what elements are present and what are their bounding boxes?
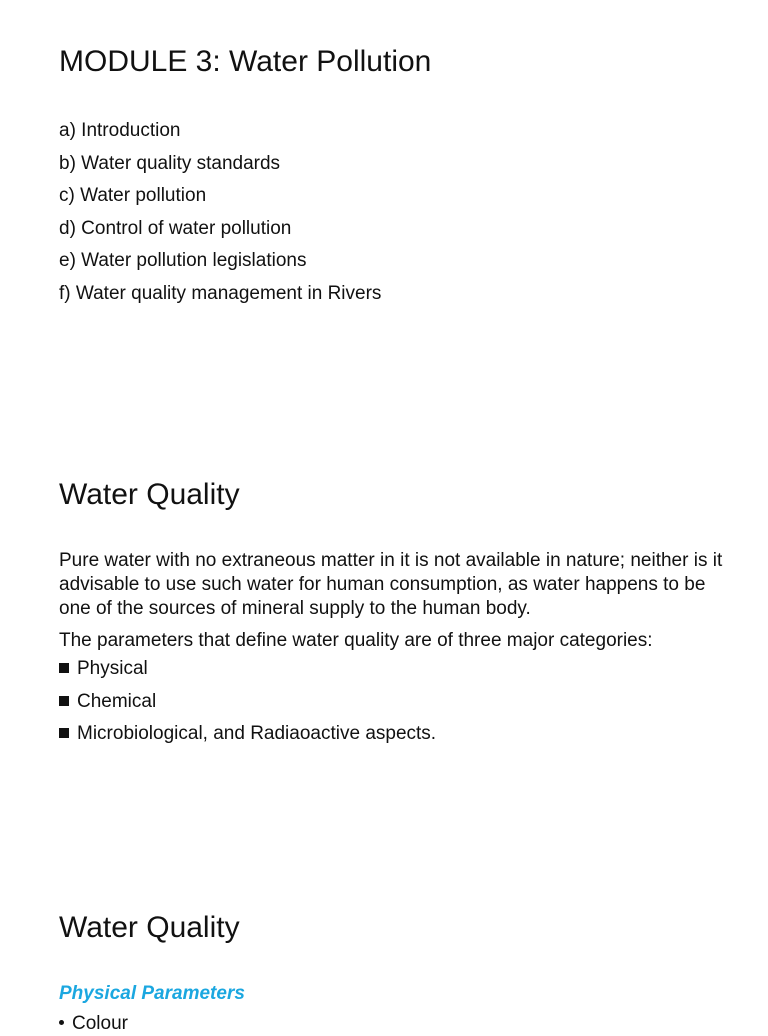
- agenda-item-legislations: e) Water pollution legislations: [59, 250, 307, 271]
- paragraph-pure-water: Pure water with no extraneous matter in it is not available in nature; neither is it advisable to use such water for human consumption, as water happens to be one of the sources of mineral supply to the human body.: [59, 550, 723, 619]
- square-bullet-icon: [59, 663, 69, 673]
- agenda-item-standards: b) Water quality standards: [59, 152, 281, 174]
- list-item: Microbiological, and Radiaoactive aspects.: [59, 718, 729, 751]
- agenda-item-introduction: a) Introduction: [59, 120, 181, 141]
- square-bullet-icon: [59, 696, 69, 706]
- slide-title: Water Quality: [59, 911, 240, 944]
- list-item: Chemical: [59, 686, 729, 719]
- square-bullet-icon: [59, 728, 69, 738]
- list-item: Colour: [59, 1012, 128, 1036]
- slide-body: [59, 549, 729, 751]
- paragraph-parameters: The parameters that define water quality are of three major categories:: [59, 630, 653, 651]
- parameter-category-list: [59, 653, 729, 751]
- slide-title: Water Quality: [59, 478, 240, 511]
- slide-title: MODULE 3: Water Pollution: [59, 45, 432, 78]
- agenda-item-pollution: c) Water pollution: [59, 185, 207, 206]
- agenda-item-rivers: f) Water quality management in Rivers: [59, 282, 382, 304]
- agenda-item-control: d) Control of water pollution: [59, 217, 292, 239]
- list-item: Physical: [59, 653, 729, 686]
- subheading-physical-parameters: Physical Parameters: [59, 983, 245, 1004]
- dot-bullet-icon: [59, 1020, 64, 1025]
- agenda-list: [59, 115, 381, 310]
